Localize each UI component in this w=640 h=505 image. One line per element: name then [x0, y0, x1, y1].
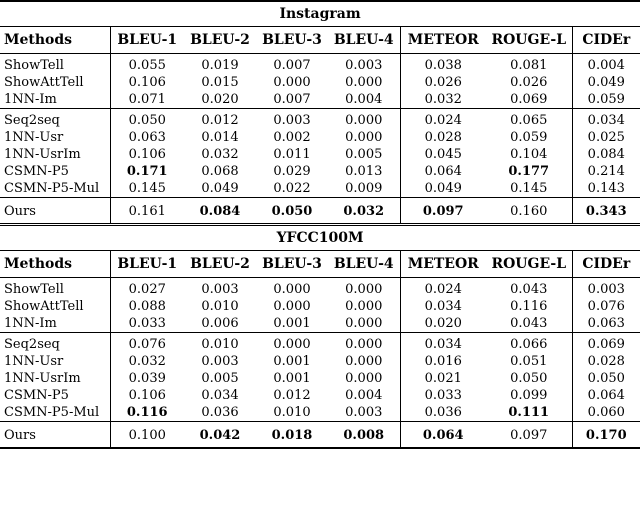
cell-bleu-2: 0.012 [184, 109, 256, 130]
section-title-row [0, 225, 640, 251]
cell-bleu-1: 0.076 [110, 333, 184, 354]
cell-rouge-l: 0.104 [510, 147, 548, 162]
cell-meteor: 0.097 [400, 198, 486, 225]
cell-bleu-1: 0.106 [110, 387, 184, 404]
method-name: ShowTell [0, 54, 110, 75]
table-row [0, 387, 640, 404]
cell-bleu-1: 0.100 [110, 422, 184, 449]
cell-meteor: 0.064 [400, 163, 486, 180]
cell-rouge-l: 0.051 [510, 354, 548, 369]
cell-bleu-4: 0.000 [345, 371, 383, 386]
cell-bleu-1: 0.050 [110, 109, 184, 130]
cell-bleu-3: 0.007 [273, 92, 311, 107]
cell-bleu-2: 0.003 [184, 278, 256, 299]
cell-bleu-2: 0.036 [201, 405, 239, 420]
cell-bleu-3: 0.022 [273, 181, 311, 196]
method-name: 1NN-UsrIm [4, 147, 81, 162]
cell-bleu-3: 0.001 [273, 354, 311, 369]
cell-bleu-4: 0.005 [345, 147, 383, 162]
cell-bleu-1: 0.106 [110, 146, 184, 163]
cell-bleu-2: 0.084 [184, 198, 256, 225]
cell-bleu-2: 0.042 [184, 422, 256, 449]
column-header-cider: CIDEr [572, 27, 640, 54]
method-name: 1NN-Im [4, 316, 57, 331]
cell-rouge-l: 0.116 [510, 299, 548, 314]
cell-bleu-4: 0.000 [328, 333, 400, 354]
column-header-meteor: METEOR [400, 251, 486, 278]
cell-cider: 0.003 [572, 278, 640, 299]
method-name: CSMN-P5 [4, 388, 69, 403]
cell-bleu-3: 0.010 [273, 405, 311, 420]
cell-rouge-l: 0.177 [508, 164, 550, 179]
column-header-rouge-l: ROUGE-L [486, 251, 572, 278]
cell-bleu-3: 0.002 [273, 130, 311, 145]
cell-meteor: 0.032 [400, 91, 486, 109]
cell-rouge-l: 0.099 [510, 388, 548, 403]
cell-bleu-3: 0.001 [273, 316, 311, 331]
method-name: CSMN-P5-Mul [4, 405, 100, 420]
cell-meteor: 0.064 [400, 422, 486, 449]
cell-cider: 0.059 [572, 91, 640, 109]
cell-rouge-l: 0.069 [510, 92, 548, 107]
cell-bleu-2: 0.005 [201, 371, 239, 386]
cell-bleu-4: 0.000 [345, 354, 383, 369]
cell-bleu-1: 0.161 [110, 198, 184, 225]
cell-cider: 0.025 [572, 129, 640, 146]
cell-bleu-4: 0.003 [345, 405, 383, 420]
cell-bleu-2: 0.010 [184, 333, 256, 354]
table-row [0, 74, 640, 91]
cell-bleu-3: 0.003 [256, 109, 328, 130]
cell-rouge-l: 0.043 [510, 316, 548, 331]
cell-meteor: 0.049 [400, 180, 486, 198]
cell-rouge-l: 0.050 [510, 371, 548, 386]
cell-bleu-4: 0.000 [328, 109, 400, 130]
cell-bleu-3: 0.007 [256, 54, 328, 75]
column-header-methods: Methods [0, 251, 110, 278]
cell-bleu-4: 0.008 [328, 422, 400, 449]
cell-bleu-3: 0.018 [256, 422, 328, 449]
cell-rouge-l: 0.097 [486, 422, 572, 449]
cell-cider: 0.076 [572, 298, 640, 315]
cell-cider: 0.050 [572, 370, 640, 387]
cell-bleu-1: 0.055 [110, 54, 184, 75]
cell-meteor: 0.034 [400, 298, 486, 315]
column-header-bleu-2: BLEU-2 [184, 27, 256, 54]
header-row [0, 251, 640, 278]
cell-bleu-4: 0.003 [328, 54, 400, 75]
cell-meteor: 0.020 [400, 315, 486, 333]
cell-bleu-1: 0.033 [110, 315, 184, 333]
column-header-methods: Methods [0, 27, 110, 54]
cell-cider: 0.063 [572, 315, 640, 333]
cell-bleu-4: 0.000 [345, 75, 383, 90]
table-row [0, 146, 640, 163]
table-row [0, 198, 640, 225]
table-row [0, 370, 640, 387]
cell-bleu-2: 0.034 [201, 388, 239, 403]
cell-bleu-2: 0.015 [201, 75, 239, 90]
cell-cider: 0.060 [572, 404, 640, 422]
table-row [0, 298, 640, 315]
column-header-bleu-4: BLEU-4 [328, 251, 400, 278]
cell-bleu-4: 0.004 [345, 388, 383, 403]
cell-bleu-3: 0.000 [273, 299, 311, 314]
cell-bleu-2: 0.068 [201, 164, 239, 179]
cell-bleu-4: 0.000 [328, 278, 400, 299]
cell-bleu-2: 0.014 [201, 130, 239, 145]
header-row [0, 27, 640, 54]
cell-meteor: 0.016 [400, 353, 486, 370]
cell-bleu-4: 0.000 [345, 130, 383, 145]
cell-rouge-l: 0.065 [486, 109, 572, 130]
section-title: YFCC100M [0, 225, 640, 251]
cell-bleu-3: 0.000 [256, 278, 328, 299]
column-header-meteor: METEOR [400, 27, 486, 54]
column-header-bleu-1: BLEU-1 [110, 27, 184, 54]
column-header-bleu-3: BLEU-3 [256, 251, 328, 278]
method-name: 1NN-UsrIm [4, 371, 81, 386]
cell-bleu-1: 0.145 [110, 180, 184, 198]
cell-rouge-l: 0.066 [486, 333, 572, 354]
cell-bleu-4: 0.009 [345, 181, 383, 196]
cell-bleu-2: 0.032 [201, 147, 239, 162]
cell-rouge-l: 0.059 [510, 130, 548, 145]
column-header-cider: CIDEr [572, 251, 640, 278]
cell-meteor: 0.024 [400, 109, 486, 130]
method-name: CSMN-P5-Mul [4, 181, 100, 196]
method-name: ShowAttTell [4, 299, 84, 314]
table-row [0, 404, 640, 422]
cell-bleu-4: 0.032 [328, 198, 400, 225]
method-name: Seq2seq [0, 109, 110, 130]
column-header-rouge-l: ROUGE-L [486, 27, 572, 54]
column-header-bleu-1: BLEU-1 [110, 251, 184, 278]
cell-bleu-3: 0.011 [273, 147, 311, 162]
cell-bleu-2: 0.020 [201, 92, 239, 107]
method-name: Seq2seq [0, 333, 110, 354]
cell-bleu-1: 0.088 [110, 298, 184, 315]
cell-meteor: 0.021 [400, 370, 486, 387]
cell-bleu-1: 0.116 [110, 404, 184, 422]
method-name: Ours [0, 422, 110, 449]
cell-meteor: 0.026 [400, 74, 486, 91]
cell-cider: 0.049 [572, 74, 640, 91]
cell-cider: 0.004 [572, 54, 640, 75]
table-row [0, 91, 640, 109]
cell-cider: 0.143 [572, 180, 640, 198]
method-name: 1NN-Im [4, 92, 57, 107]
cell-cider: 0.069 [572, 333, 640, 354]
cell-bleu-1: 0.106 [110, 74, 184, 91]
table-row [0, 422, 640, 449]
column-header-bleu-2: BLEU-2 [184, 251, 256, 278]
cell-bleu-1: 0.039 [110, 370, 184, 387]
table-row [0, 180, 640, 198]
cell-meteor: 0.034 [400, 333, 486, 354]
method-name: 1NN-Usr [4, 354, 64, 369]
cell-cider: 0.034 [572, 109, 640, 130]
cell-meteor: 0.038 [400, 54, 486, 75]
cell-bleu-1: 0.071 [110, 91, 184, 109]
cell-bleu-4: 0.000 [345, 299, 383, 314]
cell-bleu-2: 0.006 [201, 316, 239, 331]
cell-cider: 0.084 [572, 146, 640, 163]
cell-meteor: 0.024 [400, 278, 486, 299]
cell-bleu-2: 0.049 [201, 181, 239, 196]
cell-cider: 0.064 [572, 387, 640, 404]
cell-cider: 0.214 [572, 163, 640, 180]
cell-rouge-l: 0.043 [486, 278, 572, 299]
table-row [0, 109, 640, 130]
cell-bleu-3: 0.029 [273, 164, 311, 179]
table-row [0, 129, 640, 146]
cell-bleu-2: 0.003 [201, 354, 239, 369]
cell-bleu-1: 0.032 [110, 353, 184, 370]
cell-bleu-2: 0.019 [184, 54, 256, 75]
table-row [0, 353, 640, 370]
table-row [0, 163, 640, 180]
cell-bleu-3: 0.000 [256, 333, 328, 354]
cell-bleu-4: 0.000 [345, 316, 383, 331]
cell-bleu-3: 0.012 [273, 388, 311, 403]
cell-rouge-l: 0.111 [508, 405, 550, 420]
cell-bleu-1: 0.171 [110, 163, 184, 180]
method-name: 1NN-Usr [4, 130, 64, 145]
cell-cider: 0.028 [572, 353, 640, 370]
cell-cider: 0.343 [572, 198, 640, 225]
method-name: CSMN-P5 [4, 164, 69, 179]
method-name: ShowTell [0, 278, 110, 299]
column-header-bleu-3: BLEU-3 [256, 27, 328, 54]
cell-rouge-l: 0.026 [510, 75, 548, 90]
section-title: Instagram [0, 1, 640, 27]
cell-bleu-1: 0.027 [110, 278, 184, 299]
cell-bleu-1: 0.063 [110, 129, 184, 146]
cell-bleu-3: 0.000 [273, 75, 311, 90]
cell-rouge-l: 0.081 [486, 54, 572, 75]
method-name: Ours [0, 198, 110, 225]
cell-bleu-4: 0.013 [345, 164, 383, 179]
cell-bleu-2: 0.010 [201, 299, 239, 314]
cell-meteor: 0.028 [400, 129, 486, 146]
table-row [0, 54, 640, 75]
column-header-bleu-4: BLEU-4 [328, 27, 400, 54]
cell-bleu-4: 0.004 [345, 92, 383, 107]
cell-bleu-3: 0.050 [256, 198, 328, 225]
table-row [0, 278, 640, 299]
table-row [0, 315, 640, 333]
cell-meteor: 0.045 [400, 146, 486, 163]
cell-cider: 0.170 [572, 422, 640, 449]
cell-meteor: 0.033 [400, 387, 486, 404]
method-name: ShowAttTell [4, 75, 84, 90]
table-row [0, 333, 640, 354]
cell-rouge-l: 0.145 [510, 181, 548, 196]
section-title-row [0, 1, 640, 27]
cell-bleu-3: 0.001 [273, 371, 311, 386]
cell-meteor: 0.036 [400, 404, 486, 422]
cell-rouge-l: 0.160 [486, 198, 572, 225]
